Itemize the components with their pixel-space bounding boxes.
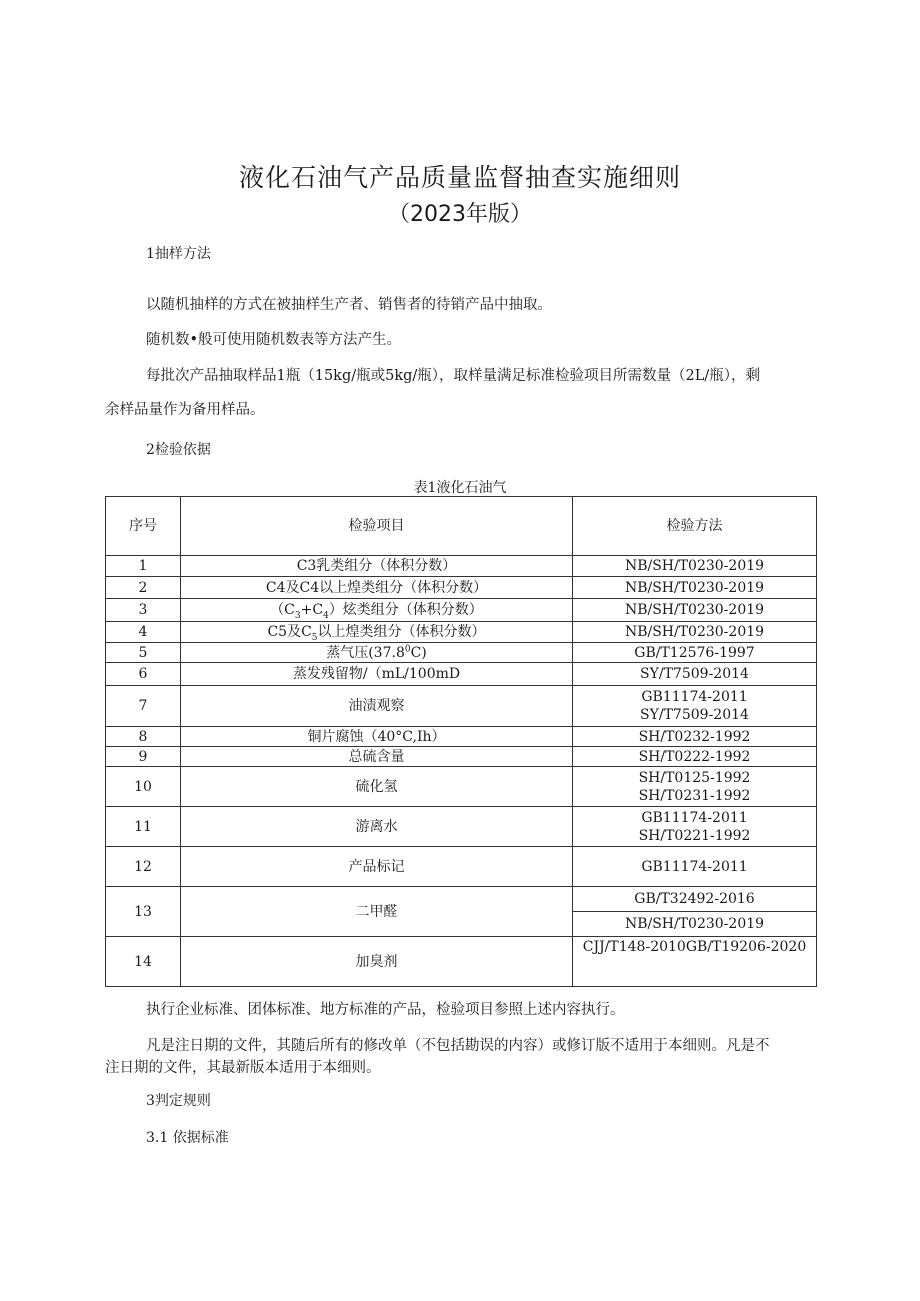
row-no: 13 xyxy=(106,887,181,937)
table-row xyxy=(106,622,817,643)
table-row xyxy=(106,663,817,686)
row-item: 产品标记 xyxy=(181,847,573,887)
section-3-1-heading: 3.1 依据标准 xyxy=(146,1130,229,1146)
section-1-paragraph-2: 随机数•般可使用随机数表等方法产生。 xyxy=(146,332,402,348)
section-1-paragraph-3-line-2: 余样品量作为备用样品。 xyxy=(105,402,265,418)
row-method xyxy=(573,807,817,847)
row-no: 2 xyxy=(106,577,181,599)
row-method xyxy=(573,686,817,727)
row-method: GB11174-2011 xyxy=(573,847,817,887)
item-part: +C xyxy=(300,602,324,618)
table-row xyxy=(106,556,817,577)
method-line: SH/T0125-1992 xyxy=(638,769,751,786)
method-line: SH/T0221-1992 xyxy=(638,827,751,844)
row-item xyxy=(181,643,573,663)
row-item xyxy=(181,622,573,643)
item-subscript: 3 xyxy=(294,610,301,621)
section-3-heading: 3判定规则 xyxy=(146,1093,211,1109)
row-item: 油渍观察 xyxy=(181,686,573,727)
after-table-paragraph-1: 执行企业标准、团体标准、地方标准的产品，检验项目参照上述内容执行。 xyxy=(146,1002,625,1018)
table-caption: 表1液化石油气 xyxy=(413,480,507,496)
item-subscript: 4 xyxy=(323,610,329,621)
row-item: 总硫含量 xyxy=(181,747,573,767)
section-2-heading: 2检验依据 xyxy=(146,442,211,458)
method-line: GB11174-2011 xyxy=(641,809,748,826)
table-row xyxy=(106,747,817,767)
document-subtitle: （2023年版） xyxy=(388,202,532,227)
header-item: 检验项目 xyxy=(181,497,573,556)
row-item xyxy=(181,599,573,622)
row-item: 铜片腐蚀（40°C,Ih） xyxy=(181,727,573,747)
row-no: 9 xyxy=(106,747,181,767)
row-item: C4及C4以上煌类组分（体积分数） xyxy=(181,577,573,599)
header-method: 检验方法 xyxy=(573,497,817,556)
row-method xyxy=(573,767,817,807)
table-row xyxy=(106,937,817,987)
row-method: CJJ/T148-2010GB/T19206-2020 xyxy=(573,937,817,987)
row-item: 游离水 xyxy=(181,807,573,847)
method-line: SY/T7509-2014 xyxy=(640,707,749,723)
row-method: NB/SH/T0230-2019 xyxy=(573,599,817,622)
row-no: 12 xyxy=(106,847,181,887)
row-no: 7 xyxy=(106,686,181,727)
row-no: 8 xyxy=(106,727,181,747)
item-part: C5及C xyxy=(267,624,312,640)
table-row xyxy=(106,577,817,599)
row-no: 10 xyxy=(106,767,181,807)
after-table-paragraph-2-line-2: 注日期的文件，其最新版本适用于本细则。 xyxy=(105,1060,381,1076)
inspection-table xyxy=(105,496,817,987)
row-method: NB/SH/T0230-2019 xyxy=(573,556,817,577)
item-part: 蒸气压(37.8 xyxy=(326,644,405,661)
row-no: 3 xyxy=(106,599,181,622)
item-part: 以上煌类组分（体积分数） xyxy=(317,624,486,640)
row-method: NB/SH/T0230-2019 xyxy=(573,912,817,937)
table-row xyxy=(106,887,817,912)
header-no: 序号 xyxy=(106,497,181,556)
after-table-paragraph-2-line-1: 凡是注日期的文件，其随后所有的修改单（不包括勘误的内容）或修订版不适用于本细则。凡是不 xyxy=(146,1038,770,1054)
item-part: ）炫类组分（体积分数） xyxy=(328,602,483,618)
row-item: 二甲醛 xyxy=(181,887,573,937)
table-row xyxy=(106,847,817,887)
table-row xyxy=(106,727,817,747)
row-item: C3乳类组分（体积分数） xyxy=(181,556,573,577)
table-header-row xyxy=(106,497,817,556)
row-item: 硫化氢 xyxy=(181,767,573,807)
item-subscript: 5 xyxy=(311,632,318,643)
row-method: GB/T32492-2016 xyxy=(573,887,817,912)
section-1-paragraph-3-line-1: 每批次产品抽取样品1瓶（15kg/瓶或5kg/瓶），取样量满足标准检验项目所需数量（2L/瓶），剩 xyxy=(146,368,761,384)
item-superscript: 0 xyxy=(404,643,411,654)
row-no: 11 xyxy=(106,807,181,847)
row-item: 蒸发残留物/（mL/100mD xyxy=(181,663,573,686)
table-row xyxy=(106,643,817,663)
item-part: C) xyxy=(410,644,427,661)
row-method: SY/T7509-2014 xyxy=(573,663,817,686)
row-method: SH/T0222-1992 xyxy=(573,747,817,767)
item-part: （C xyxy=(270,602,295,618)
document-title: 液化石油气产品质量监督抽查实施细则 xyxy=(238,163,681,192)
row-no: 1 xyxy=(106,556,181,577)
table-row xyxy=(106,767,817,807)
table-row xyxy=(106,807,817,847)
section-1-paragraph-1: 以随机抽样的方式在被抽样生产者、销售者的待销产品中抽取。 xyxy=(146,297,552,313)
table-row xyxy=(106,599,817,622)
row-method: NB/SH/T0230-2019 xyxy=(573,622,817,643)
row-no: 5 xyxy=(106,643,181,663)
row-item: 加臭剂 xyxy=(181,937,573,987)
row-method: GB/T12576-1997 xyxy=(573,643,817,663)
method-line: SH/T0231-1992 xyxy=(638,787,751,804)
table-row xyxy=(106,686,817,727)
section-1-heading: 1抽样方法 xyxy=(146,246,211,262)
row-no: 14 xyxy=(106,937,181,987)
row-no: 4 xyxy=(106,622,181,643)
row-no: 6 xyxy=(106,663,181,686)
method-line: GB11174-2011 xyxy=(641,689,748,705)
row-method: NB/SH/T0230-2019 xyxy=(573,577,817,599)
row-method: SH/T0232-1992 xyxy=(573,727,817,747)
